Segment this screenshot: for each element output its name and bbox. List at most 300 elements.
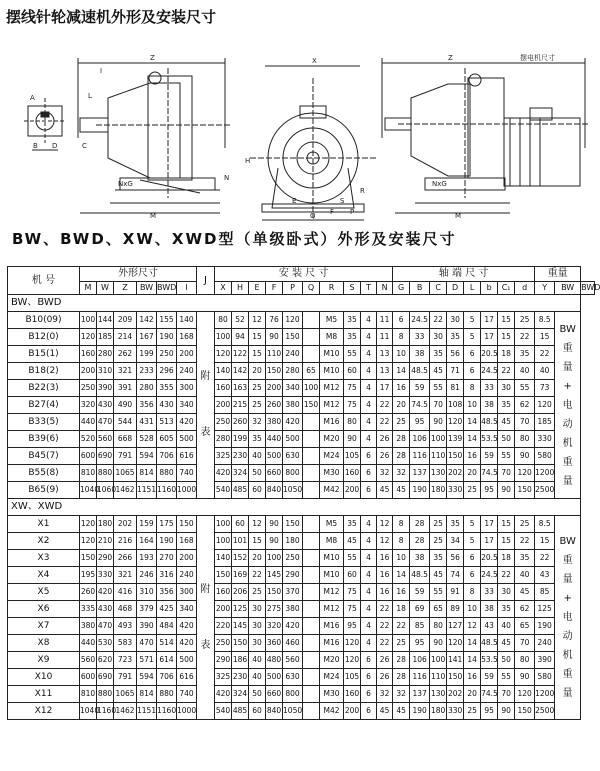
value-cell: 616 bbox=[177, 669, 197, 686]
value-cell bbox=[303, 618, 320, 635]
value-cell: 215 bbox=[232, 397, 249, 414]
value-cell: 73 bbox=[535, 380, 555, 397]
value-cell: 5 bbox=[464, 533, 481, 550]
value-cell: 15 bbox=[498, 329, 515, 346]
value-cell: 142 bbox=[137, 312, 157, 329]
value-cell: 15 bbox=[535, 329, 555, 346]
value-cell: 85 bbox=[535, 584, 555, 601]
value-cell: M12 bbox=[320, 380, 344, 397]
value-cell: 22 bbox=[377, 601, 393, 618]
weight-note-char: 重 bbox=[562, 342, 573, 354]
value-cell: 202 bbox=[447, 465, 464, 482]
value-cell: 25 bbox=[515, 516, 535, 533]
value-cell: 141 bbox=[447, 652, 464, 669]
value-cell: 71 bbox=[447, 363, 464, 380]
value-cell: 723 bbox=[114, 652, 137, 669]
value-cell: 155 bbox=[157, 312, 177, 329]
model-cell: X2 bbox=[8, 533, 80, 550]
value-cell: 70 bbox=[515, 414, 535, 431]
value-cell: 70 bbox=[430, 397, 447, 414]
value-cell: 120 bbox=[535, 397, 555, 414]
value-cell: 15 bbox=[535, 533, 555, 550]
value-cell: 35 bbox=[430, 550, 447, 567]
value-cell: 316 bbox=[157, 567, 177, 584]
weight-note-char: 机 bbox=[562, 650, 573, 661]
col-header-25: Y bbox=[535, 282, 555, 295]
value-cell: 120 bbox=[344, 635, 361, 652]
value-cell: 160 bbox=[80, 346, 97, 363]
value-cell: 120 bbox=[515, 686, 535, 703]
model-cell: X9 bbox=[8, 652, 80, 669]
value-cell: 8 bbox=[393, 516, 410, 533]
value-cell: 200 bbox=[344, 482, 361, 499]
weight-note-char: 动 bbox=[562, 418, 573, 430]
value-cell: 53.5 bbox=[481, 431, 498, 448]
dim-label-f: F bbox=[330, 208, 335, 216]
value-cell: 321 bbox=[114, 363, 137, 380]
value-cell: 1050 bbox=[283, 703, 303, 720]
col-group-weight: 重量 bbox=[535, 267, 581, 282]
value-cell: 260 bbox=[80, 584, 97, 601]
value-cell: 30 bbox=[249, 635, 266, 652]
value-cell: 25 bbox=[430, 533, 447, 550]
table-row bbox=[8, 380, 595, 397]
value-cell: 493 bbox=[114, 618, 137, 635]
value-cell: 60 bbox=[249, 703, 266, 720]
value-cell: 45 bbox=[515, 584, 535, 601]
value-cell: 125 bbox=[232, 601, 249, 618]
value-cell: 520 bbox=[80, 431, 97, 448]
value-cell: 125 bbox=[535, 601, 555, 618]
value-cell: 106 bbox=[410, 652, 430, 669]
value-cell: M10 bbox=[320, 363, 344, 380]
value-cell: 89 bbox=[447, 601, 464, 618]
value-cell: 240 bbox=[177, 567, 197, 584]
value-cell: 150 bbox=[215, 567, 232, 584]
table-row bbox=[8, 550, 595, 567]
table-row bbox=[8, 482, 595, 499]
value-cell: 14 bbox=[464, 414, 481, 431]
model-cell: B55(8) bbox=[8, 465, 80, 482]
value-cell: 38 bbox=[410, 550, 430, 567]
value-cell: 90 bbox=[515, 448, 535, 465]
value-cell: 391 bbox=[114, 380, 137, 397]
value-cell: 740 bbox=[177, 465, 197, 482]
col-header-22: b bbox=[481, 282, 498, 295]
value-cell: 120 bbox=[515, 465, 535, 482]
table-row bbox=[8, 567, 595, 584]
value-cell: M8 bbox=[320, 533, 344, 550]
value-cell: 321 bbox=[114, 567, 137, 584]
value-cell: 28 bbox=[393, 669, 410, 686]
table-row bbox=[8, 652, 595, 669]
model-cell: B65(9) bbox=[8, 482, 80, 499]
value-cell bbox=[303, 414, 320, 431]
value-cell: 76 bbox=[266, 312, 283, 329]
value-cell: 16 bbox=[464, 448, 481, 465]
col-group-outline: 外形尺寸 bbox=[80, 267, 197, 282]
value-cell: 814 bbox=[137, 686, 157, 703]
col-header-15: T bbox=[361, 282, 377, 295]
value-cell: 120 bbox=[80, 329, 97, 346]
shaft-detail-drawing bbox=[24, 98, 66, 150]
value-cell: 10 bbox=[464, 601, 481, 618]
weight-note-char: 机 bbox=[562, 437, 573, 449]
value-cell: 180 bbox=[430, 703, 447, 720]
value-cell: 12 bbox=[249, 516, 266, 533]
value-cell: 6 bbox=[361, 652, 377, 669]
value-cell: 22 bbox=[377, 635, 393, 652]
value-cell: 356 bbox=[137, 397, 157, 414]
value-cell: 169 bbox=[232, 567, 249, 584]
value-cell: 5 bbox=[464, 312, 481, 329]
value-cell: 330 bbox=[97, 567, 114, 584]
dim-label-r: R bbox=[360, 187, 365, 195]
value-cell: 33 bbox=[481, 584, 498, 601]
value-cell: 43 bbox=[481, 618, 498, 635]
value-cell: 16 bbox=[464, 669, 481, 686]
value-cell: 190 bbox=[410, 482, 430, 499]
value-cell: 95 bbox=[481, 482, 498, 499]
value-cell: 1462 bbox=[114, 703, 137, 720]
table-row bbox=[8, 448, 595, 465]
value-cell: 440 bbox=[266, 431, 283, 448]
value-cell: 500 bbox=[266, 448, 283, 465]
model-cell: B15(1) bbox=[8, 346, 80, 363]
dim-label-nxg: NxG bbox=[118, 180, 133, 188]
value-cell: 150 bbox=[515, 703, 535, 720]
value-cell: 324 bbox=[232, 686, 249, 703]
value-cell: 14 bbox=[464, 431, 481, 448]
value-cell: 500 bbox=[266, 669, 283, 686]
value-cell: 20 bbox=[249, 363, 266, 380]
value-cell: 186 bbox=[232, 652, 249, 669]
value-cell: 1200 bbox=[535, 686, 555, 703]
col-header-21: L bbox=[464, 282, 481, 295]
value-cell: 100 bbox=[80, 312, 97, 329]
value-cell: 280 bbox=[283, 363, 303, 380]
weight-note-char: + bbox=[563, 593, 572, 604]
value-cell: 33 bbox=[410, 329, 430, 346]
value-cell: 38 bbox=[410, 346, 430, 363]
value-cell: 470 bbox=[97, 414, 114, 431]
value-cell: M20 bbox=[320, 431, 344, 448]
value-cell: 150 bbox=[80, 550, 97, 567]
value-cell: 22 bbox=[515, 533, 535, 550]
value-cell: 14 bbox=[464, 652, 481, 669]
value-cell: 380 bbox=[283, 397, 303, 414]
value-cell: 16 bbox=[393, 380, 410, 397]
value-cell: 80 bbox=[515, 431, 535, 448]
value-cell: 4 bbox=[361, 397, 377, 414]
value-cell: 1065 bbox=[114, 465, 137, 482]
value-cell bbox=[303, 584, 320, 601]
value-cell: 206 bbox=[232, 584, 249, 601]
value-cell: 22 bbox=[377, 414, 393, 431]
value-cell: 35 bbox=[344, 329, 361, 346]
col-header-6: X bbox=[215, 282, 232, 295]
value-cell: 56 bbox=[447, 550, 464, 567]
value-cell: 70 bbox=[498, 686, 515, 703]
value-cell: 95 bbox=[410, 635, 430, 652]
model-cell: B18(2) bbox=[8, 363, 80, 380]
table-row bbox=[8, 363, 595, 380]
value-cell: 65 bbox=[303, 363, 320, 380]
value-cell: M42 bbox=[320, 703, 344, 720]
value-cell: 116 bbox=[410, 448, 430, 465]
weight-note-char: 重 bbox=[562, 669, 573, 680]
value-cell: 35 bbox=[515, 346, 535, 363]
value-cell: 250 bbox=[215, 635, 232, 652]
value-cell: 22 bbox=[498, 363, 515, 380]
value-cell: 200 bbox=[266, 380, 283, 397]
value-cell: 246 bbox=[137, 567, 157, 584]
value-cell: 800 bbox=[283, 465, 303, 482]
value-cell: 4 bbox=[361, 550, 377, 567]
model-cell: B45(7) bbox=[8, 448, 80, 465]
col-header-8: H bbox=[232, 282, 249, 295]
value-cell bbox=[303, 567, 320, 584]
value-cell: M24 bbox=[320, 669, 344, 686]
value-cell: 470 bbox=[97, 618, 114, 635]
value-cell: 330 bbox=[535, 431, 555, 448]
value-cell: 275 bbox=[266, 601, 283, 618]
value-cell: 48.5 bbox=[410, 363, 430, 380]
model-cell: B33(5) bbox=[8, 414, 80, 431]
value-cell: 580 bbox=[535, 669, 555, 686]
col-j-header: J bbox=[197, 267, 215, 295]
value-cell: 490 bbox=[114, 397, 137, 414]
value-cell: 240 bbox=[535, 635, 555, 652]
value-cell: 100 bbox=[215, 516, 232, 533]
value-cell: 230 bbox=[232, 669, 249, 686]
value-cell: 390 bbox=[97, 380, 114, 397]
value-cell: 30 bbox=[430, 329, 447, 346]
value-cell: 15 bbox=[498, 516, 515, 533]
value-cell: 40 bbox=[249, 652, 266, 669]
value-cell: M42 bbox=[320, 482, 344, 499]
value-cell: 800 bbox=[283, 686, 303, 703]
value-cell: 40 bbox=[515, 567, 535, 584]
value-cell: 150 bbox=[177, 516, 197, 533]
value-cell: 25 bbox=[249, 584, 266, 601]
value-cell: 160 bbox=[344, 465, 361, 482]
model-cell: X8 bbox=[8, 635, 80, 652]
value-cell: 425 bbox=[157, 601, 177, 618]
value-cell: 59 bbox=[410, 380, 430, 397]
value-cell: 200 bbox=[215, 601, 232, 618]
dim-label-x: X bbox=[312, 57, 317, 65]
value-cell: 22 bbox=[393, 618, 410, 635]
value-cell: 230 bbox=[232, 448, 249, 465]
weight-note-char: + bbox=[563, 380, 572, 392]
value-cell: 50 bbox=[249, 465, 266, 482]
value-cell: 195 bbox=[80, 567, 97, 584]
value-cell: 4 bbox=[361, 618, 377, 635]
j-note-char: 表 bbox=[200, 639, 211, 651]
motor-side-view-drawing bbox=[382, 58, 590, 213]
value-cell: 360 bbox=[266, 635, 283, 652]
dim-label-z: Z bbox=[150, 54, 155, 62]
value-cell: 791 bbox=[114, 669, 137, 686]
value-cell: 6 bbox=[464, 346, 481, 363]
value-cell: 32 bbox=[377, 465, 393, 482]
value-cell: 120 bbox=[447, 414, 464, 431]
value-cell: 200 bbox=[177, 346, 197, 363]
value-cell: 62 bbox=[515, 601, 535, 618]
value-cell: 95 bbox=[344, 618, 361, 635]
dim-label-p: P bbox=[350, 208, 355, 216]
value-cell: 26 bbox=[377, 448, 393, 465]
section-title: BW、BWD、XW、XWD型（单级卧式）外形及安装尺寸 bbox=[12, 230, 457, 248]
model-cell: B10(09) bbox=[8, 312, 80, 329]
value-cell: 22 bbox=[535, 550, 555, 567]
value-cell: 40 bbox=[498, 618, 515, 635]
value-cell: 90 bbox=[498, 482, 515, 499]
value-cell: 6 bbox=[393, 312, 410, 329]
value-cell: 100 bbox=[303, 380, 320, 397]
value-cell: 1462 bbox=[114, 482, 137, 499]
value-cell: M30 bbox=[320, 465, 344, 482]
side-view-drawing bbox=[78, 58, 232, 213]
value-cell: 260 bbox=[232, 414, 249, 431]
value-cell: 116 bbox=[410, 669, 430, 686]
value-cell: 17 bbox=[481, 312, 498, 329]
value-cell: 185 bbox=[535, 414, 555, 431]
value-cell: 193 bbox=[137, 550, 157, 567]
value-cell: 17 bbox=[481, 329, 498, 346]
value-cell: 216 bbox=[114, 533, 137, 550]
value-cell: 127 bbox=[447, 618, 464, 635]
value-cell: 175 bbox=[157, 516, 177, 533]
model-cell: X12 bbox=[8, 703, 80, 720]
j-note-cell bbox=[197, 516, 215, 720]
value-cell: 202 bbox=[114, 516, 137, 533]
value-cell: 35 bbox=[515, 550, 535, 567]
col-header-11: P bbox=[283, 282, 303, 295]
value-cell: 100 bbox=[266, 550, 283, 567]
j-note-char: 附 bbox=[200, 371, 211, 382]
value-cell: 370 bbox=[283, 584, 303, 601]
value-cell: 94 bbox=[232, 329, 249, 346]
value-cell: 571 bbox=[137, 652, 157, 669]
value-cell: 45 bbox=[393, 703, 410, 720]
table-row bbox=[8, 669, 595, 686]
value-cell: 80 bbox=[344, 414, 361, 431]
dim-label-a: A bbox=[30, 94, 35, 102]
value-cell: 11 bbox=[377, 329, 393, 346]
value-cell: 290 bbox=[97, 550, 114, 567]
value-cell bbox=[303, 635, 320, 652]
value-cell: 616 bbox=[177, 448, 197, 465]
value-cell: 420 bbox=[283, 414, 303, 431]
dim-label-c: C bbox=[82, 142, 87, 150]
value-cell: 660 bbox=[266, 465, 283, 482]
value-cell: 430 bbox=[97, 397, 114, 414]
col-header-4: BWD bbox=[157, 282, 177, 295]
value-cell: 880 bbox=[97, 686, 114, 703]
value-cell: 8 bbox=[393, 533, 410, 550]
value-cell: 45 bbox=[430, 363, 447, 380]
value-cell: 470 bbox=[137, 635, 157, 652]
value-cell: 260 bbox=[266, 397, 283, 414]
value-cell: 15 bbox=[249, 533, 266, 550]
value-cell: 290 bbox=[283, 567, 303, 584]
value-cell: M10 bbox=[320, 550, 344, 567]
value-cell: 6 bbox=[464, 567, 481, 584]
col-header-2: Z bbox=[114, 282, 137, 295]
j-note-cell bbox=[197, 312, 215, 499]
value-cell: 60 bbox=[344, 363, 361, 380]
value-cell: 110 bbox=[266, 346, 283, 363]
table-row bbox=[8, 465, 595, 482]
value-cell: 540 bbox=[215, 482, 232, 499]
value-cell: 74 bbox=[447, 567, 464, 584]
value-cell: 35 bbox=[344, 312, 361, 329]
value-cell: 1065 bbox=[114, 686, 137, 703]
value-cell: 18 bbox=[498, 346, 515, 363]
value-cell: 15 bbox=[249, 346, 266, 363]
model-cell: X1 bbox=[8, 516, 80, 533]
value-cell: 75 bbox=[344, 601, 361, 618]
value-cell: 50 bbox=[498, 431, 515, 448]
value-cell: 600 bbox=[80, 448, 97, 465]
value-cell bbox=[303, 329, 320, 346]
weight-note-char: 量 bbox=[562, 688, 573, 699]
value-cell: 90 bbox=[266, 516, 283, 533]
value-cell: 180 bbox=[97, 516, 114, 533]
value-cell: 2500 bbox=[535, 703, 555, 720]
value-cell: 65 bbox=[430, 601, 447, 618]
value-cell: 233 bbox=[137, 363, 157, 380]
value-cell: 500 bbox=[283, 431, 303, 448]
value-cell: 514 bbox=[157, 635, 177, 652]
value-cell: 80 bbox=[430, 618, 447, 635]
spec-table bbox=[7, 266, 600, 720]
value-cell: 140 bbox=[215, 550, 232, 567]
value-cell: 60 bbox=[249, 482, 266, 499]
value-cell: 48.5 bbox=[410, 567, 430, 584]
table-sub-header-row bbox=[8, 282, 595, 295]
value-cell: 25 bbox=[249, 380, 266, 397]
value-cell: 630 bbox=[283, 448, 303, 465]
value-cell: 75 bbox=[344, 397, 361, 414]
value-cell: 11 bbox=[377, 312, 393, 329]
value-cell: 4 bbox=[361, 414, 377, 431]
value-cell: 35 bbox=[249, 431, 266, 448]
value-cell: 70 bbox=[498, 465, 515, 482]
value-cell: 18 bbox=[393, 601, 410, 618]
col-header-26: BW bbox=[555, 282, 581, 295]
value-cell: 74.5 bbox=[410, 397, 430, 414]
value-cell: 1151 bbox=[137, 482, 157, 499]
weight-note-char: BW bbox=[559, 323, 576, 335]
value-cell: 420 bbox=[177, 618, 197, 635]
value-cell: 40 bbox=[249, 448, 266, 465]
value-cell: 62 bbox=[515, 397, 535, 414]
value-cell: 45 bbox=[498, 635, 515, 652]
value-cell: 440 bbox=[80, 635, 97, 652]
value-cell: 300 bbox=[177, 380, 197, 397]
value-cell: M5 bbox=[320, 312, 344, 329]
table-row bbox=[8, 703, 595, 720]
col-header-1: W bbox=[97, 282, 114, 295]
col-header-24: d bbox=[515, 282, 535, 295]
value-cell: 120 bbox=[80, 533, 97, 550]
value-cell: 30 bbox=[249, 618, 266, 635]
value-cell bbox=[303, 465, 320, 482]
col-header-3: BW bbox=[137, 282, 157, 295]
